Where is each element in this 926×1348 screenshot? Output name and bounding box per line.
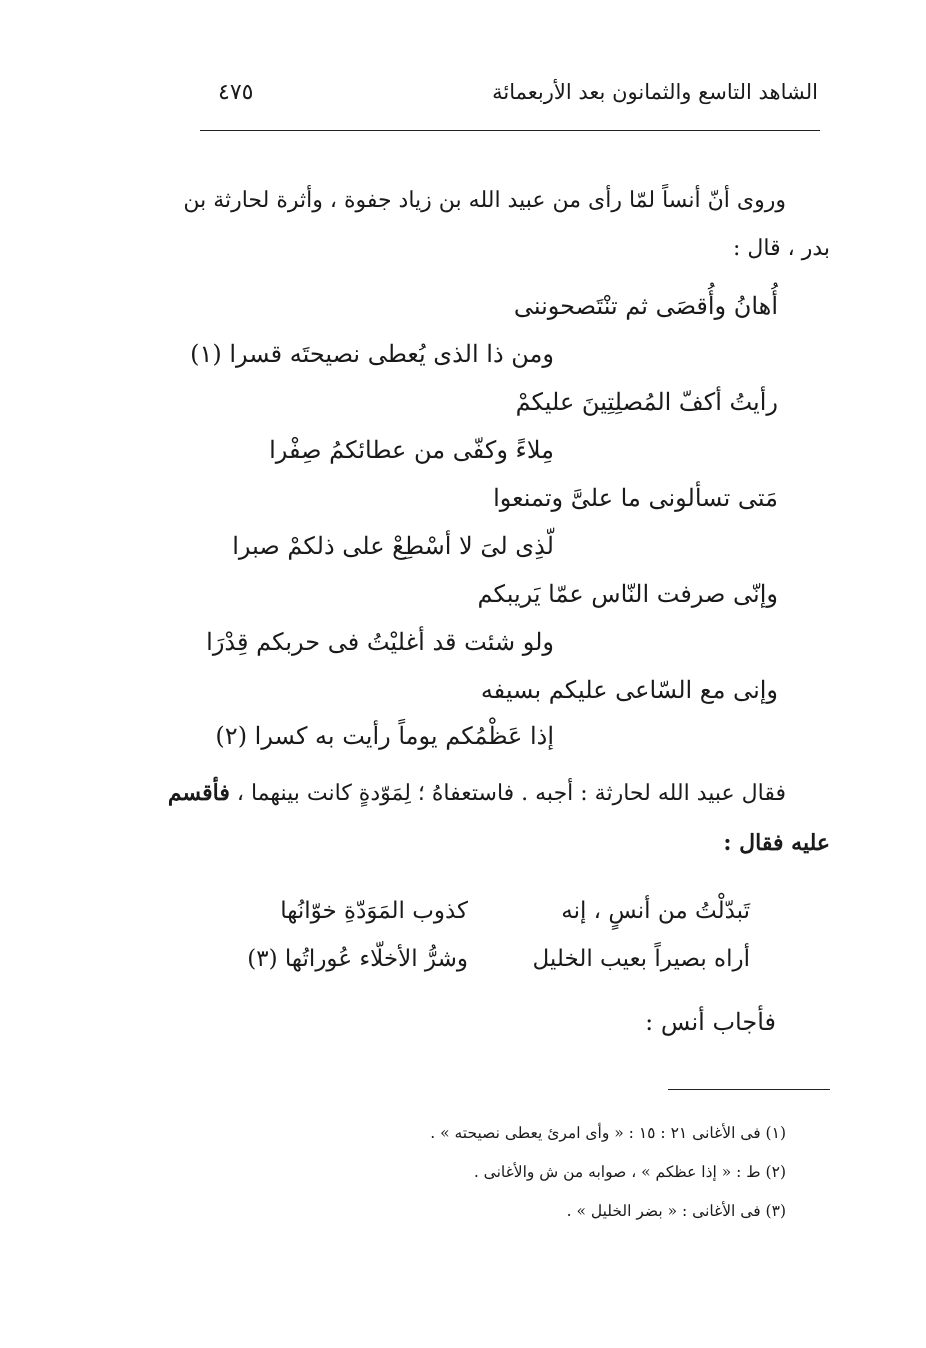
narration-line-2: عليه فقال : bbox=[723, 830, 830, 856]
closing-line: فأجاب أنس : bbox=[645, 1008, 776, 1036]
footnote-1: (١) فى الأغانى ٢١ : ١٥ : « وأى امرئ يعطى نصيحته » . bbox=[430, 1124, 786, 1142]
narration-line-1 bbox=[168, 780, 786, 806]
footnote-3: (٣) فى الأغانى : « بضر الخليل » . bbox=[566, 1202, 786, 1220]
poem-1-verse-9: وإنى مع السّاعى عليكم بسيفه bbox=[480, 676, 778, 704]
running-header-title: الشاهد التاسع والثمانون بعد الأربعمائة bbox=[492, 80, 818, 104]
footnote-2: (٢) ط : « إذا عظكم » ، صوابه من ش والأغانى . bbox=[473, 1163, 786, 1181]
poem-1-verse-10: إذا عَظْمُكم يوماً رأيت به كسرا (٢) bbox=[215, 722, 554, 750]
footnote-divider bbox=[668, 1089, 830, 1090]
poem-1-verse-2: ومن ذا الذى يُعطى نصيحتَه قسرا (١) bbox=[190, 340, 554, 368]
poem-2-hemistich-2b: وشرُّ الأخلّاء عُوراتُها (٣) bbox=[247, 946, 468, 972]
poem-2-hemistich-1a: تَبدّلْتُ من أنسٍ ، إنه bbox=[561, 898, 750, 924]
page-number: ٤٧٥ bbox=[218, 80, 254, 105]
poem-1-verse-7: وإنّى صرفت النّاس عمّا يَريبكم bbox=[477, 580, 778, 608]
header-divider bbox=[200, 130, 820, 131]
intro-line-2: بدر ، قال : bbox=[733, 236, 830, 261]
poem-1-verse-8: ولو شئت قد أغليْتُ فى حربكم قِدْرَا bbox=[206, 628, 554, 656]
poem-1-verse-5: مَتى تسألونى ما علىَّ وتمنعوا bbox=[493, 484, 778, 512]
poem-1-verse-4: مِلاءً وكفّى من عطائكمُ صِفْرا bbox=[269, 436, 554, 464]
intro-line-1: وروى أنّ أنساً لمّا رأى من عبيد الله بن زياد جفوة ، وأثرة لحارثة بن bbox=[183, 188, 786, 213]
poem-2-hemistich-1b: كذوب المَوَدّةِ خوّانُها bbox=[280, 898, 468, 924]
narration-emphasis: فأقسم bbox=[167, 780, 230, 806]
poem-1-verse-1: أُهانُ وأُقصَى ثم تنْتَصحوننى bbox=[513, 292, 778, 320]
poem-2-hemistich-2a: أراه بصيراً بعيب الخليل bbox=[532, 946, 750, 972]
poem-1-verse-3: رأيتُ أكفّ المُصلِتِينَ عليكمْ bbox=[515, 388, 778, 416]
narration-text: فقال عبيد الله لحارثة : أجبه . فاستعفاهُ ؛ لِمَوّدةٍ كانت بينهما ، bbox=[236, 781, 786, 806]
poem-1-verse-6: لّذِى لىَ لا أسْطِعْ على ذلكمْ صبرا bbox=[232, 532, 554, 560]
